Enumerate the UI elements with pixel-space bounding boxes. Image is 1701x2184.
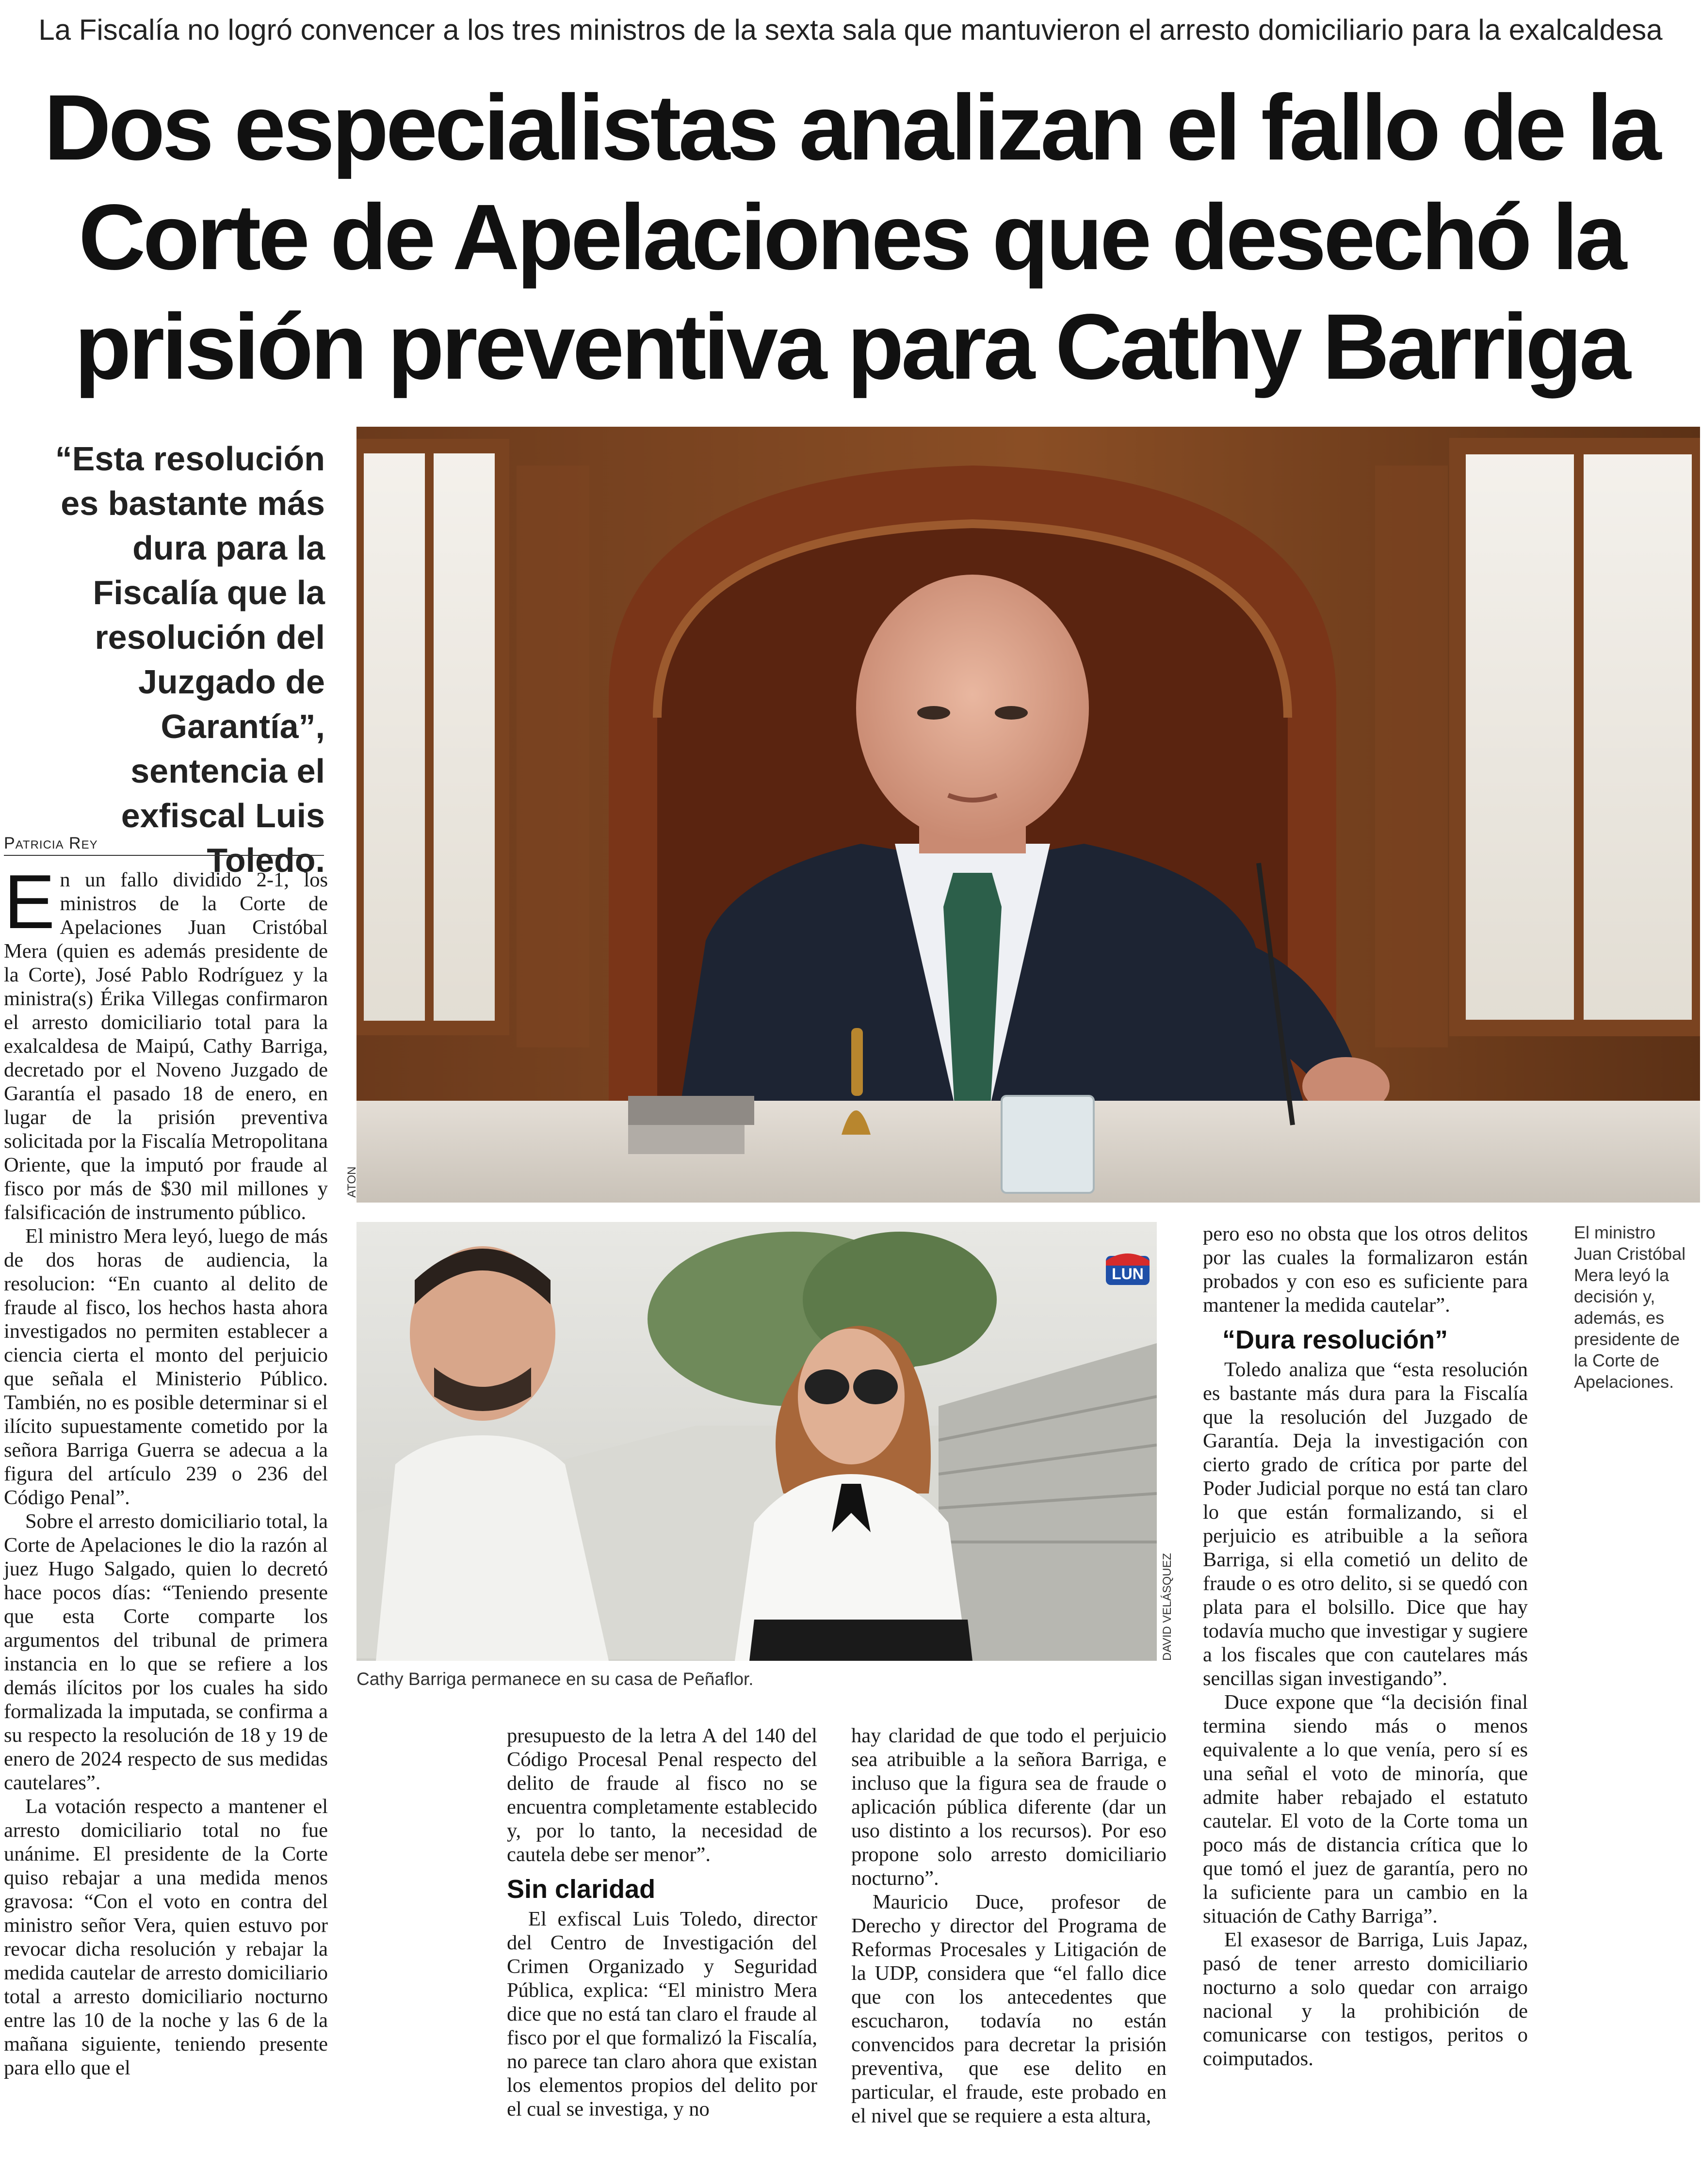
photo-barriga [356,1222,1157,1661]
judge-illustration [356,427,1700,1203]
caption-judge: El ministro Juan Cristóbal Mera leyó la decisión y, además, es presidente de la Corte de Apelaciones. [1574,1222,1686,1392]
body-paragraph: hay claridad de que todo el perjuicio sea atribuible a la señora Barriga, e incluso que la figura sea de fraude o aplicación pública diferente (dar un uso distinto a los recursos). Por eso propone solo arresto domiciliario nocturno”. [851,1724,1166,1890]
body-column-2 [507,1724,817,2170]
body-paragraph: El exfiscal Luis Toledo, director del Centro de Investigación del Crimen Organizado y Seguridad Pública, explica: “El ministro Mera dice que no está tan claro el fraude al fisco por el que formalizó la Fiscalía, no parece tan claro ahora que existan los elementos propios del delito por el cual se investiga, y no [507,1908,817,2120]
body-column-1 [4,859,328,2172]
caption-barriga: Cathy Barriga permanece en su casa de Peñaflor. [356,1669,754,1689]
drop-cap: E [4,859,55,945]
subheading-sin-claridad: Sin claridad [507,1875,656,1904]
headline: Dos especialistas analizan el fallo de la Corte de Apelaciones que desechó la prisión preventiva para Cathy Barriga [44,75,1659,399]
body-paragraph: En un fallo dividido 2-1, los ministros de la Corte de Apelaciones Juan Cristóbal Mera (quien es además presidente de la Corte), José Pablo Rodríguez y la ministra(s) Érika Villegas confirmaron el arresto domiciliario total para la exalcaldesa de Maipú, Cathy Barriga, decretado por el Noveno Juzgado de Garantía el pasado 18 de enero, en lugar de la prisión preventiva solicitada por la Fiscalía Metropolitana Oriente, que la imputó por fraude al fisco por más de $30 mil millones y falsificación de instrumento público. [4,859,328,1224]
body-paragraph: La votación respecto a mantener el arresto domiciliario total no fue unánime. El presidente de la Corte quiso rebajar a una medida menos gravosa: “Con el voto en contra del ministro señor Vera, quien estuvo por revocar dicha resolución y rebajar la medida cautelar de arresto domiciliario total a arresto domiciliario nocturno entre las 10 de la noche y las 6 de la mañana siguiente, teniendo presente para ello que el [4,1795,328,2079]
body-paragraph: El exasesor de Barriga, Luis Japaz, pasó de tener arresto domiciliario nocturno a solo quedar con arraigo nacional y la prohibición de comunicarse con testigos, peritos o coimputados. [1203,1928,1528,2070]
byline: Patricia Rey [4,834,324,856]
photo-credit-top: ATON [345,1166,358,1198]
body-paragraph: Toledo analiza que “esta resolución es bastante más dura para la Fiscalía que la resolución del Juzgado de Garantía. Deja la investigación con cierto grado de crítica por parte del Poder Judicial porque no está tan claro lo que están formalizando, si el perjuicio es atribuible a la señora Barriga, si ella cometió un delito de fraude o es otro delito, si se quedó con plata para el bolsillo. Dice que hay todavía mucho que investigar y sugiere a los fiscales que con cautelares más sencillas sigan investigando”. [1203,1358,1528,1690]
body-paragraph: pero eso no obsta que los otros delitos por las cuales la formalizaron están probados y con eso es suficiente para mantener la medida cautelar”. [1203,1222,1528,1317]
body-column-4 [1203,1222,1528,2172]
pull-quote: “Esta resolución es bastante más dura para la Fiscalía que la resolución del Juzgado de Garantía”, sentencia el exfiscal Luis Toledo. [55,440,325,879]
lun-badge-text: LUN [1112,1265,1144,1283]
body-paragraph: Duce expone que “la decisión final termina siendo más o menos equivalente a lo que venía, pero sí es una señal el voto de minoría, que admite haber rebajado el estatuto cautelar. El voto de la Corte toma un poco más de distancia crítica que lo que tomó el juez de garantía, pero no la suficiente para un cambio en la situación de Cathy Barriga”. [1203,1691,1528,1927]
body-paragraph: El ministro Mera leyó, luego de más de dos horas de audiencia, la resolucion: “En cuanto al delito de fraude al fisco, los hechos hasta ahora investigados no permiten establecer a ciencia cierta el monto del perjuicio que señala el Ministerio Público. También, no es posible determinar si el ilícito supuestamente cometido por la señora Barriga Guerra se adecua a la figura del artículo 239 o 236 del Código Penal”. [4,1225,328,1509]
body-paragraph: presupuesto de la letra A del 140 del Código Procesal Penal respecto del delito de fraude al fisco no se encuentra completamente establecido y, por lo tanto, la necesidad de cautela debe ser menor”. [507,1724,817,1866]
kicker: La Fiscalía no logró convencer a los tres ministros de la sexta sala que mantuvieron el arresto domiciliario para la exalcaldesa [38,14,1663,46]
barriga-illustration [356,1222,1157,1661]
body-paragraph: Sobre el arresto domiciliario total, la Corte de Apelaciones le dio la razón al juez Hugo Salgado, quien lo decretó hace pocos días: “Teniendo presente que esta Corte comparte los argumentos del tribunal de primera instancia en lo que se refiere a los demás ilícitos por los cuales ha sido formalizada la imputada, se confirma a su respecto la resolución de 18 y 19 de enero de 2024 respecto de sus medidas cautelares”. [4,1510,328,1794]
subheading-dura-resolucion: “Dura resolución” [1222,1325,1448,1354]
photo-credit-bottom: DAVID VELÁSQUEZ [1161,1553,1174,1661]
body-paragraph: Mauricio Duce, profesor de Derecho y director del Programa de Reformas Procesales y Litigación de la UDP, considera que “el fallo dice que con los antecedentes que escucharon, todavía no están convencidos para decretar la prisión preventiva, que ese delito en particular, el fraude, este probado en el nivel que se requiere a esta altura, [851,1891,1166,2127]
body-column-3 [851,1724,1166,2170]
photo-judge [356,427,1700,1203]
